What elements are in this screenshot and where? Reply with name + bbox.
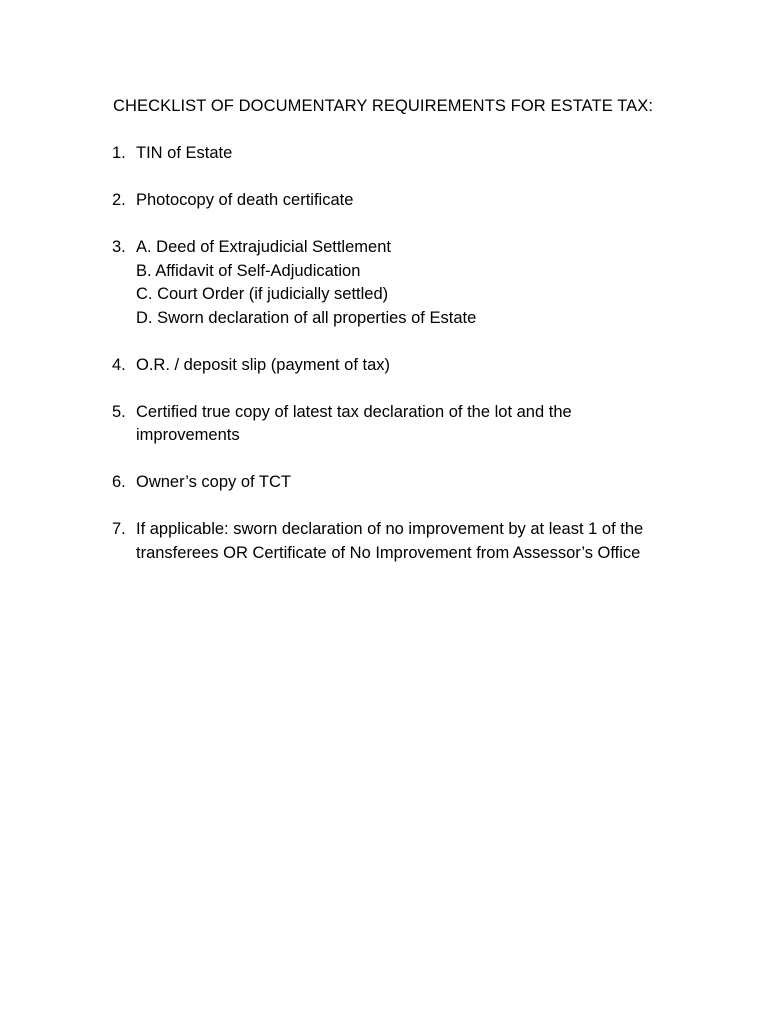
list-item <box>112 236 712 330</box>
item-text <box>136 401 712 448</box>
list-spacer <box>112 213 712 237</box>
item-number: 1. <box>112 144 126 162</box>
item-text <box>136 471 712 495</box>
item-number: 5. <box>112 402 126 421</box>
list-spacer <box>112 377 712 401</box>
item-text <box>136 189 712 213</box>
item-line: A. Deed of Extrajudicial Settlement <box>136 238 391 256</box>
item-number: 4. <box>112 355 126 374</box>
list-spacer <box>112 495 712 519</box>
item-line: B. Affidavit of Self-Adjudication <box>136 261 361 280</box>
item-text <box>136 518 712 565</box>
item-line: Photocopy of death certificate <box>136 191 354 209</box>
list-item <box>112 518 712 565</box>
item-line: C. Court Order (if judicially settled) <box>136 285 389 303</box>
list-item <box>112 354 712 378</box>
item-number: 6. <box>112 473 126 491</box>
list-item <box>112 189 712 213</box>
item-line: Certified true copy of latest tax declaration of the lot and the <box>136 402 572 421</box>
list-item <box>112 471 712 495</box>
requirements-list <box>112 142 712 565</box>
item-text <box>136 354 712 378</box>
list-item <box>112 142 712 166</box>
item-line: transferees OR Certificate of No Improvement from Assessor’s Office <box>136 543 641 562</box>
document-title: CHECKLIST OF DOCUMENTARY REQUIREMENTS FOR ESTATE TAX: <box>112 97 654 115</box>
list-spacer <box>112 448 712 472</box>
item-line: TIN of Estate <box>136 144 233 162</box>
item-text <box>136 236 712 330</box>
list-spacer <box>112 330 712 354</box>
item-number: 3. <box>112 238 126 256</box>
item-text <box>136 142 712 166</box>
list-spacer <box>112 166 712 190</box>
item-line: Owner’s copy of TCT <box>136 473 291 491</box>
item-number: 2. <box>112 191 126 209</box>
item-line: improvements <box>136 426 240 444</box>
item-line: If applicable: sworn declaration of no improvement by at least 1 of the <box>136 520 644 538</box>
item-line: D. Sworn declaration of all properties of Estate <box>136 308 477 327</box>
item-line: O.R. / deposit slip (payment of tax) <box>136 355 391 374</box>
list-item <box>112 401 712 448</box>
item-number: 7. <box>112 520 126 538</box>
